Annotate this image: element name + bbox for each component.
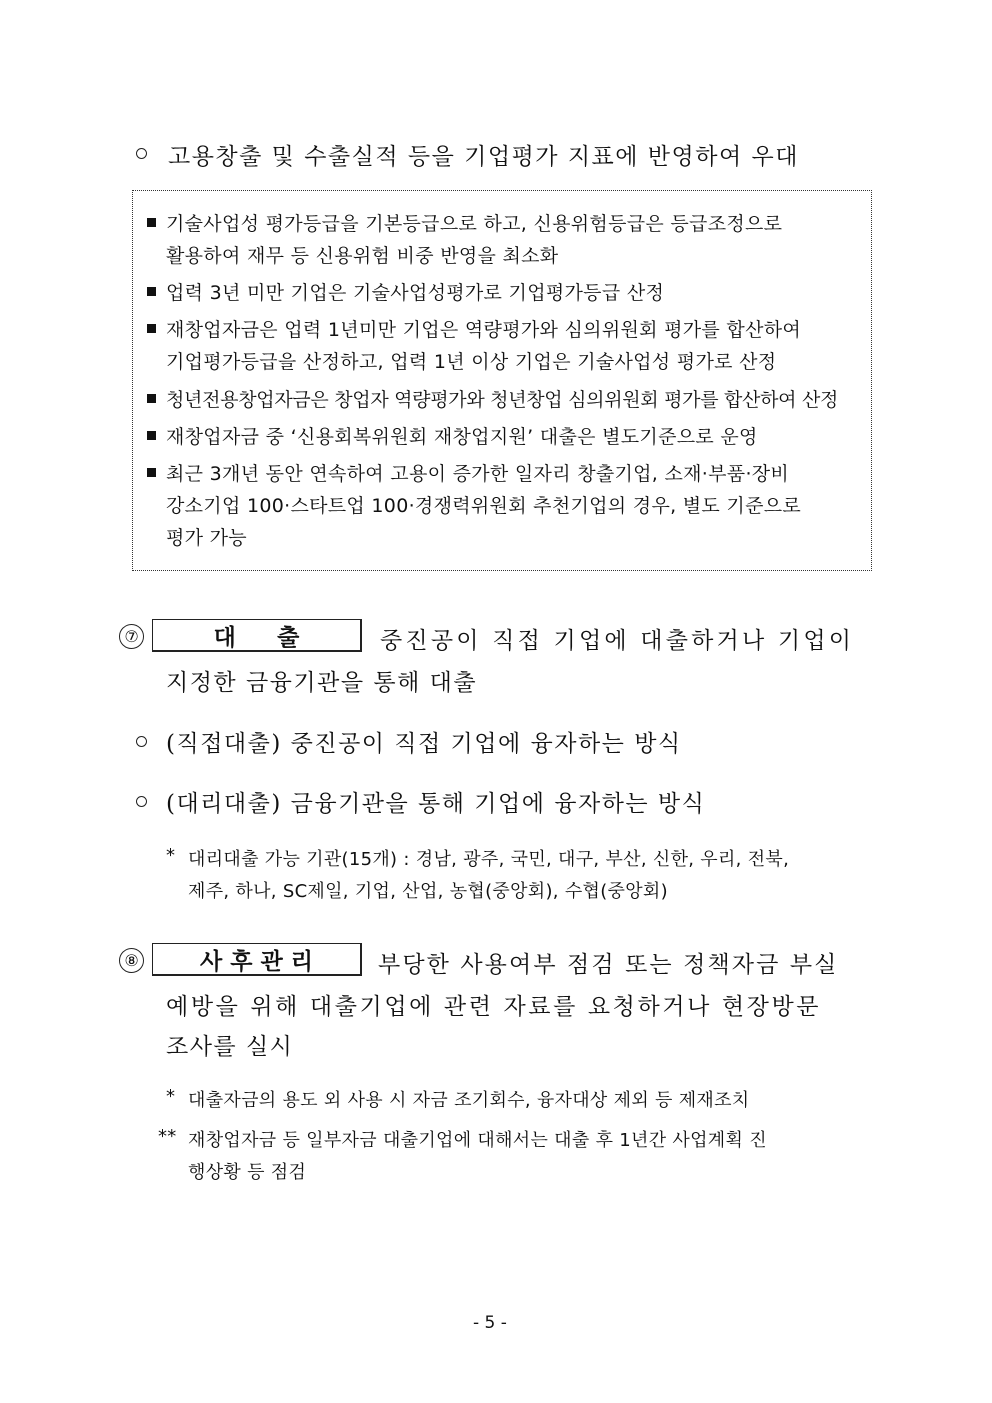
section-7-number: ⑦	[119, 624, 144, 649]
box-item-3-line-2: 기업평가등급을 산정하고, 업력 1년 이상 기업은 기술사업성 평가로 산정	[166, 351, 777, 373]
intro-line: 고용창출 및 수출실적 등을 기업평가 지표에 반영하여 우대	[168, 144, 799, 170]
square-bullet-icon	[147, 324, 156, 333]
section-7-bullet-1: (직접대출) 중진공이 직접 기업에 융자하는 방식	[166, 731, 682, 757]
section-7-line-1: 중진공이 직접 기업에 대출하거나 기업이	[380, 628, 855, 654]
box-item-5-line-1: 재창업자금 중 ‘신용회복위원회 재창업지원’ 대출은 별도기준으로 운영	[166, 426, 758, 448]
section-7-note-line-2: 제주, 하나, SC제일, 기업, 산업, 농협(중앙회), 수협(중앙회)	[188, 881, 668, 902]
box-item-1-line-2: 활용하여 재무 등 신용위험 비중 반영을 최소화	[166, 245, 559, 267]
square-bullet-icon	[147, 218, 156, 227]
section-7-line-2: 지정한 금융기관을 통해 대출	[166, 670, 478, 696]
section-8-note-1-mark: *	[166, 1086, 176, 1107]
page-number: - 5 -	[473, 1313, 507, 1333]
box-item-6-line-2: 강소기업 100·스타트업 100·경쟁력위원회 추천기업의 경우, 별도 기준으로	[166, 495, 802, 517]
section-8-number: ⑧	[119, 948, 144, 973]
section-7-bullet-2: (대리대출) 금융기관을 통해 기업에 융자하는 방식	[166, 791, 706, 817]
section-8-note-1-line-1: 대출자금의 용도 외 사용 시 자금 조기회수, 융자대상 제외 등 제재조치	[188, 1090, 750, 1111]
section-7-note-mark: *	[166, 845, 176, 866]
section-7-label-char-2: 출	[277, 624, 300, 651]
section-7-label-char-1: 대	[213, 624, 236, 651]
section-8-line-3: 조사를 실시	[166, 1034, 294, 1060]
square-bullet-icon	[147, 394, 156, 403]
section-8-note-2-line-2: 행상황 등 점검	[188, 1162, 307, 1183]
section-8-line-1: 부당한 사용여부 점검 또는 정책자금 부실	[378, 952, 839, 978]
section-7-label	[152, 619, 362, 652]
circle-bullet-icon	[136, 736, 147, 747]
square-bullet-icon	[147, 287, 156, 296]
box-item-2-line-1: 업력 3년 미만 기업은 기술사업성평가로 기업평가등급 산정	[166, 282, 665, 304]
box-item-4-line-1: 청년전용창업자금은 창업자 역량평가와 청년창업 심의위원회 평가를 합산하여 산정	[166, 389, 839, 411]
square-bullet-icon	[147, 431, 156, 440]
box-item-3-line-1: 재창업자금은 업력 1년미만 기업은 역량평가와 심의위원회 평가를 합산하여	[166, 319, 802, 341]
section-8-line-2: 예방을 위해 대출기업에 관련 자료를 요청하거나 현장방문	[166, 994, 822, 1020]
circle-bullet-icon	[136, 796, 147, 807]
circle-bullet-icon	[136, 148, 147, 159]
section-7-note-line-1: 대리대출 가능 기관(15개) : 경남, 광주, 국민, 대구, 부산, 신한, 우리, 전북,	[188, 849, 790, 870]
square-bullet-icon	[147, 468, 156, 477]
section-8-note-2-line-1: 재창업자금 등 일부자금 대출기업에 대해서는 대출 후 1년간 사업계획 진	[188, 1130, 767, 1151]
section-8-note-2-mark: **	[158, 1126, 177, 1147]
section-8-label: 사 후 관 리	[152, 943, 362, 976]
box-item-6-line-1: 최근 3개년 동안 연속하여 고용이 증가한 일자리 창출기업, 소재·부품·장비	[166, 463, 790, 485]
box-item-6-line-3: 평가 가능	[166, 527, 247, 549]
box-item-1-line-1: 기술사업성 평가등급을 기본등급으로 하고, 신용위험등급은 등급조정으로	[166, 213, 783, 235]
